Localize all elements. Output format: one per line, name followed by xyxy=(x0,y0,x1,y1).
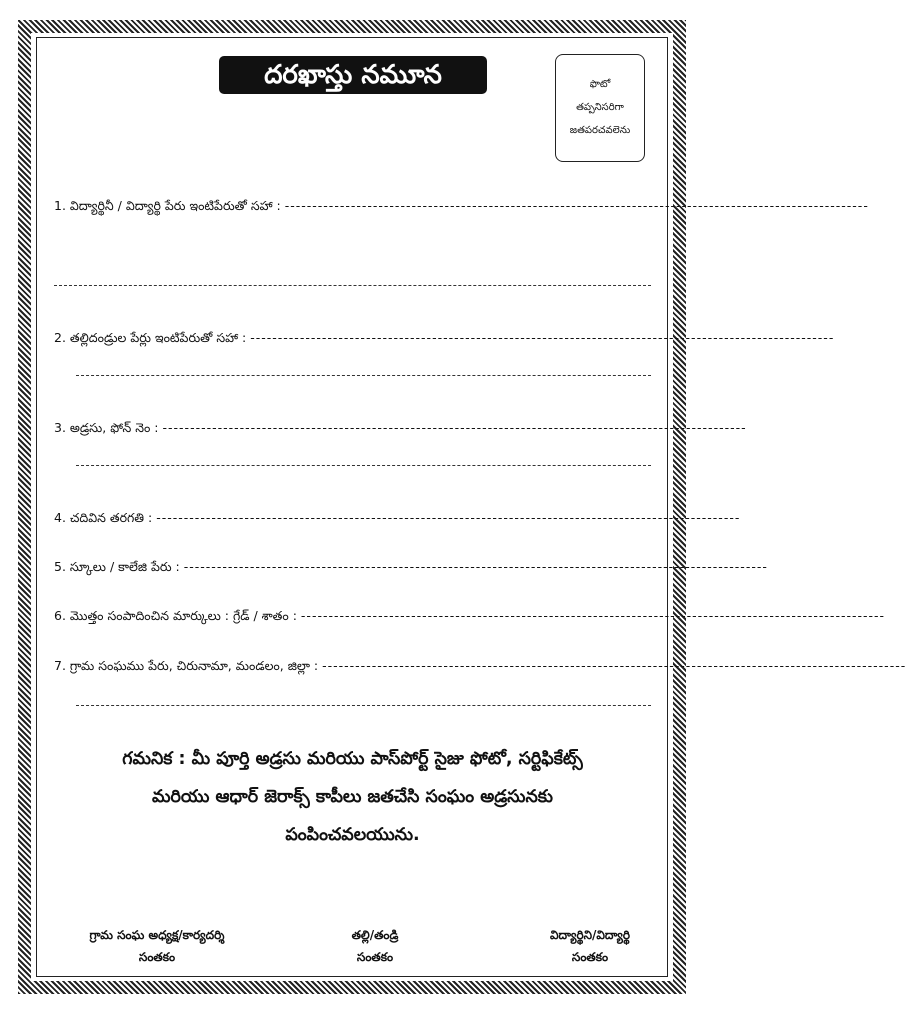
blank-line[interactable] xyxy=(76,375,651,376)
field-class[interactable]: 4. చదివిన తరగతి : ---------------------------------------------------------------------------------------------------------- xyxy=(54,510,741,525)
photo-box-line3: జతపరచవలెను xyxy=(569,125,631,136)
blank-line[interactable] xyxy=(76,705,651,706)
field-marks[interactable]: 6. మొత్తం సంపాదించిన మార్కులు : గ్రేడ్ / శాతం : ---------------------------------------------------------------------------------------------------------- xyxy=(54,608,886,623)
note-heading: గమనిక : xyxy=(122,749,186,769)
signature-role: గ్రామ సంఘ అధ్యక్ష/కార్యదర్శి xyxy=(89,928,225,942)
field-parents-name[interactable]: 2. తల్లిదండ్రుల పేర్లు ఇంటిపేరుతో సహా : ---------------------------------------------------------------------------------------------------------- xyxy=(54,330,835,345)
field-label: 4. చదివిన తరగతి : xyxy=(54,510,153,525)
field-label: 2. తల్లిదండ్రుల పేర్లు ఇంటిపేరుతో సహా : xyxy=(54,330,247,345)
field-student-name[interactable]: 1. విద్యార్థినీ / విద్యార్థి పేరు ఇంటిపేరుతో సహా : ---------------------------------------------------------------------------------------------------------- xyxy=(54,198,869,213)
field-label: 5. స్కూలు / కాలేజి పేరు : xyxy=(54,559,180,574)
note-line1: మీ పూర్తి అడ్రసు మరియు పాస్‌పోర్ట్ సైజు ఫోటో, సర్టిఫికేట్స్ xyxy=(191,749,583,769)
signature-label: సంతకం xyxy=(356,950,394,964)
note-line2: మరియు ఆధార్ జెరాక్స్ కాపీలు జతచేసి సంఘం అడ్రసునకు xyxy=(152,787,553,807)
field-village-sangham[interactable]: 7. గ్రామ సంఘము పేరు, చిరునామా, మండలం, జిల్లా : ---------------------------------------------------------------------------------------------------------- xyxy=(54,658,906,673)
field-label: 7. గ్రామ సంఘము పేరు, చిరునామా, మండలం, జిల్లా : xyxy=(54,658,319,673)
signature-parent xyxy=(310,924,440,968)
signature-role: విద్యార్థిని/విద్యార్థి xyxy=(549,928,631,942)
field-school-name[interactable]: 5. స్కూలు / కాలేజి పేరు : ---------------------------------------------------------------------------------------------------------- xyxy=(54,559,768,574)
blank-line[interactable] xyxy=(54,285,651,286)
signature-label: సంతకం xyxy=(571,950,609,964)
photo-box-line1: ఫొటో xyxy=(589,79,611,90)
form-title: దరఖాస్తు నమూన xyxy=(219,56,487,94)
note-line3: పంపించవలయును. xyxy=(285,825,420,845)
signature-student xyxy=(520,924,660,968)
field-label: 3. అడ్రసు, ఫోన్ నెం : xyxy=(54,420,159,435)
field-label: 1. విద్యార్థినీ / విద్యార్థి పేరు ఇంటిపేరుతో సహా : xyxy=(54,198,281,213)
photo-box xyxy=(555,54,645,162)
note-block xyxy=(60,740,645,854)
signature-label: సంతకం xyxy=(138,950,176,964)
signature-role: తల్లి/తండ్రి xyxy=(351,928,399,942)
field-label: 6. మొత్తం సంపాదించిన మార్కులు : గ్రేడ్ / శాతం : xyxy=(54,608,297,623)
blank-line[interactable] xyxy=(76,465,651,466)
signature-village-head xyxy=(52,924,262,968)
photo-box-line2: తప్పనిసరిగా xyxy=(576,102,624,113)
field-address-phone[interactable]: 3. అడ్రసు, ఫోన్ నెం : ---------------------------------------------------------------------------------------------------------- xyxy=(54,420,747,435)
